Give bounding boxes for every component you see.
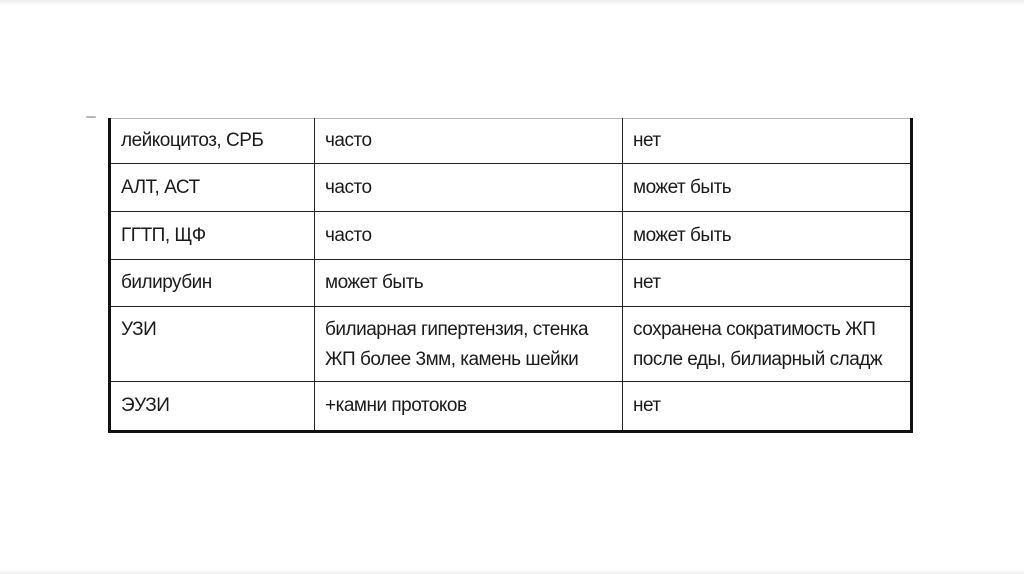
scan-speck bbox=[86, 116, 96, 118]
table-cell: УЗИ bbox=[110, 307, 315, 382]
table-cell: +камни протоков bbox=[315, 382, 623, 432]
comparison-table bbox=[108, 118, 913, 433]
table-cell: часто bbox=[315, 119, 623, 164]
table-row bbox=[110, 119, 912, 164]
table-cell: нет bbox=[623, 119, 912, 164]
table-cell: может быть bbox=[623, 212, 912, 260]
table-cell: часто bbox=[315, 212, 623, 260]
slide-top-edge bbox=[0, 0, 1024, 5]
table-cell: билиарная гипертензия, стенка ЖП более 3мм, камень шейки bbox=[315, 307, 623, 382]
table-cell: может быть bbox=[623, 164, 912, 212]
table-cell: нет bbox=[623, 382, 912, 432]
slide-bottom-edge bbox=[0, 569, 1024, 574]
table-cell: ГГТП, ЩФ bbox=[110, 212, 315, 260]
table-row bbox=[110, 260, 912, 307]
table-cell: сохранена сократимость ЖП после еды, билиарный сладж bbox=[623, 307, 912, 382]
table-cell: лейкоцитоз, СРБ bbox=[110, 119, 315, 164]
table-cell: часто bbox=[315, 164, 623, 212]
table-cell: ЭУЗИ bbox=[110, 382, 315, 432]
table-row bbox=[110, 164, 912, 212]
table-row bbox=[110, 307, 912, 382]
table-cell: может быть bbox=[315, 260, 623, 307]
table-cell: билирубин bbox=[110, 260, 315, 307]
table-cell: АЛТ, АСТ bbox=[110, 164, 315, 212]
table-row bbox=[110, 212, 912, 260]
table-row bbox=[110, 382, 912, 432]
table-cell: нет bbox=[623, 260, 912, 307]
